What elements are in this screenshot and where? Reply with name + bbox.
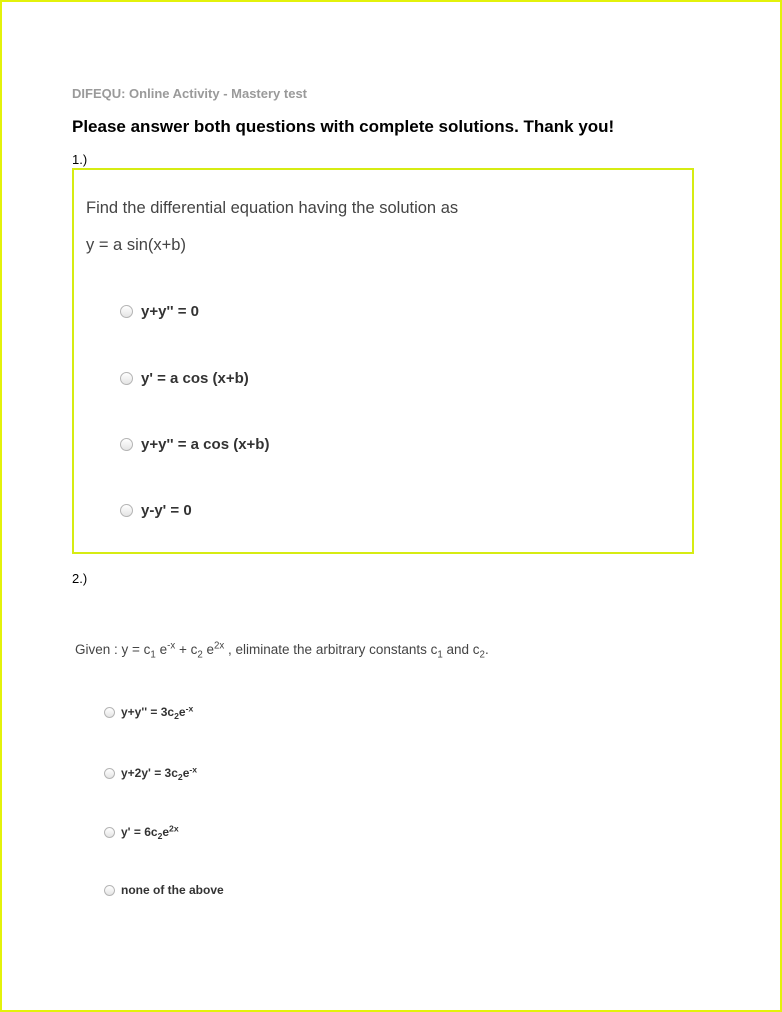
option-label: y-y' = 0 <box>141 502 192 519</box>
option-label: $y+y'' = 3c_2e^{-x}$ <box>121 703 194 722</box>
question-1-solution: y = a sin(x+b) <box>86 236 186 254</box>
q1-option-b[interactable] <box>120 370 249 387</box>
option-label: $y+2y' = 3c_2e^{-x}$ <box>121 764 198 783</box>
q1-option-d[interactable] <box>120 502 192 519</box>
question-1-prompt: Find the differential equation having the solution as <box>86 199 459 217</box>
radio-button[interactable] <box>104 768 115 779</box>
radio-button[interactable] <box>120 438 133 451</box>
q1-option-c[interactable] <box>120 436 269 453</box>
radio-button[interactable] <box>104 707 115 718</box>
q2-option-d[interactable] <box>104 883 224 897</box>
q2-option-b[interactable] <box>104 764 198 783</box>
course-title: DIFEQU: Online Activity - Mastery test <box>72 86 308 101</box>
option-label: y+y'' = a cos (x+b) <box>141 436 270 453</box>
option-label: $y' = 6c_2e^{2x}$ <box>121 823 179 842</box>
radio-button[interactable] <box>104 885 115 896</box>
option-label: y' = a cos (x+b) <box>141 370 249 387</box>
question-2-number: 2.) <box>72 571 88 586</box>
radio-button[interactable] <box>120 372 133 385</box>
question-1-number: 1.) <box>72 152 88 167</box>
option-label: y+y'' = 0 <box>141 303 200 320</box>
q2-option-a[interactable] <box>104 703 194 722</box>
option-label: none of the above <box>121 883 224 897</box>
question-2-prompt: Given : $y = c_1$ $e^{-x} + c_2$ $e^{2x}$ , eliminate the arbitrary constants $c_1$ and $c_2$. <box>75 640 489 661</box>
radio-button[interactable] <box>120 504 133 517</box>
question-1-box <box>72 168 694 554</box>
instruction-text: Please answer both questions with complete solutions. Thank you! <box>72 117 615 136</box>
radio-button[interactable] <box>120 305 133 318</box>
radio-button[interactable] <box>104 827 115 838</box>
q1-option-a[interactable] <box>120 303 199 320</box>
q2-option-c[interactable] <box>104 823 179 842</box>
